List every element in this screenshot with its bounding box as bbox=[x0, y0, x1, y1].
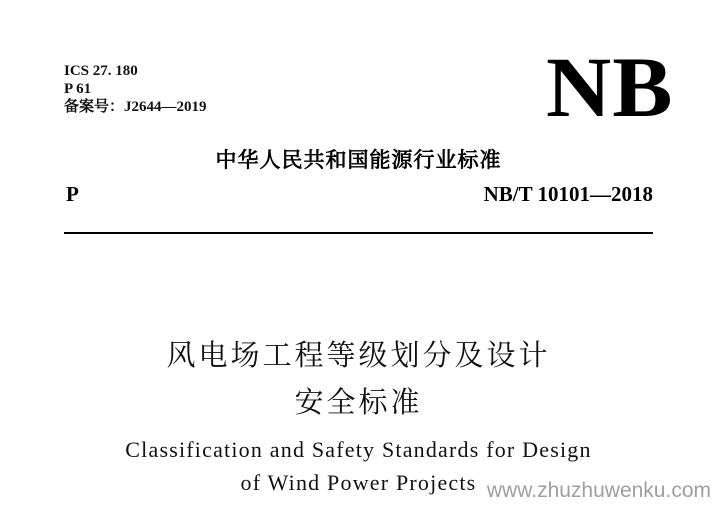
record-number: 备案号：J2644—2019 bbox=[64, 99, 207, 115]
industry-standard-title: 中华人民共和国能源行业标准 bbox=[215, 148, 502, 172]
standard-number: NB/T 10101—2018 bbox=[483, 182, 653, 206]
title-en-line1: Classification and Safety Standards for Design bbox=[125, 437, 592, 462]
title-cn-line2: 安全标准 bbox=[294, 385, 423, 419]
ics-code: ICS 27. 180 bbox=[64, 63, 138, 79]
nb-logo: NB bbox=[546, 39, 674, 135]
title-en-line2: of Wind Power Projects bbox=[240, 470, 477, 495]
title-cn-line1: 风电场工程等级划分及设计 bbox=[166, 338, 551, 372]
classification-code: P bbox=[66, 182, 79, 206]
watermark: www.zhuzhuwenku.com bbox=[486, 479, 711, 502]
ccs-code: P 61 bbox=[64, 81, 92, 97]
header-divider bbox=[64, 232, 653, 234]
